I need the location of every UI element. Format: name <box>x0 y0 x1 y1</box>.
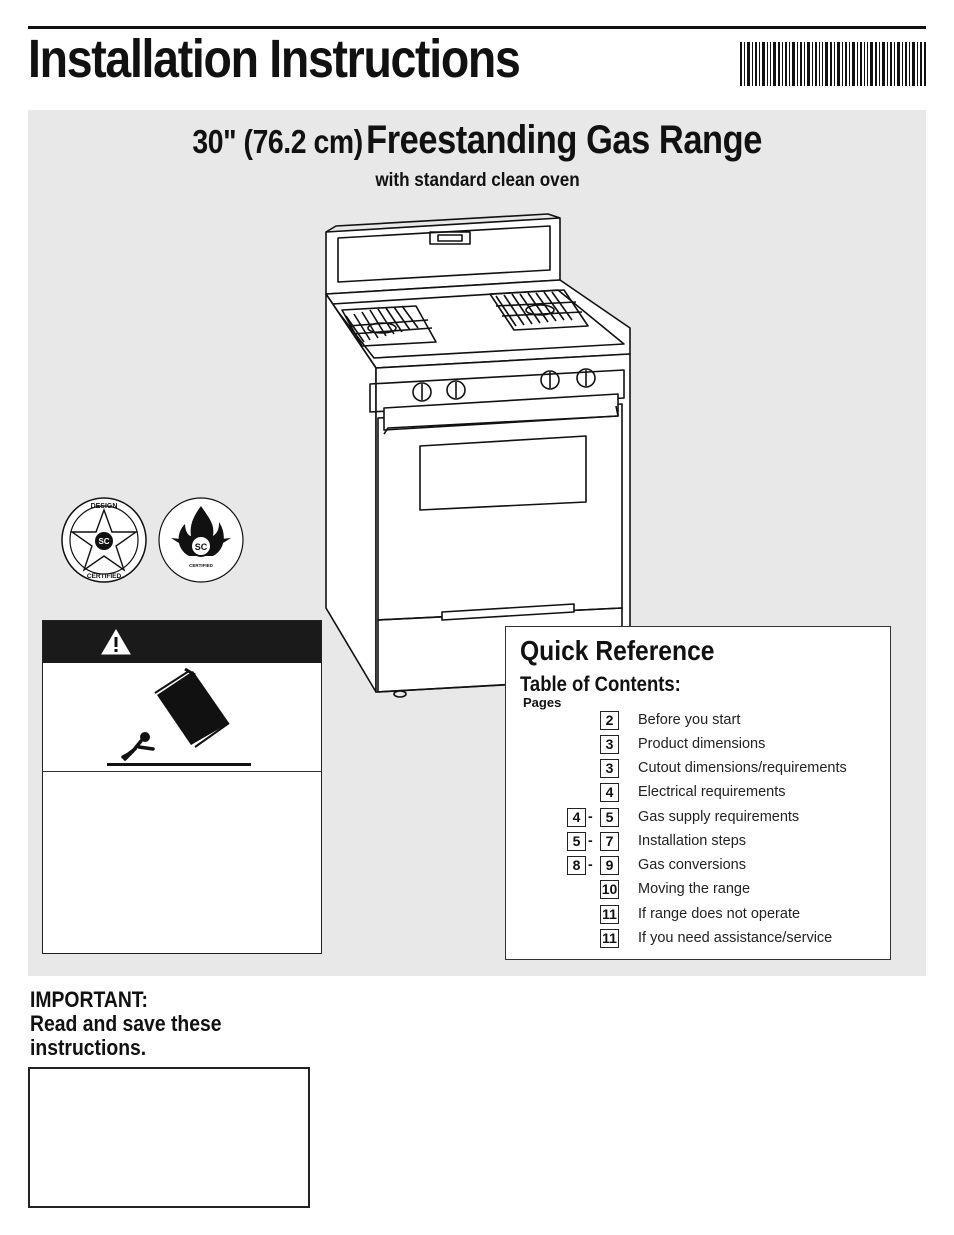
toc-entry[interactable] <box>506 905 890 927</box>
toc-entry-label: Installation steps <box>638 833 747 849</box>
quick-reference-box <box>505 626 891 960</box>
design-top-text: DESIGN <box>90 503 118 510</box>
toc-entry-label: Gas supply requirements <box>638 809 800 825</box>
warning-header-bar <box>43 621 321 663</box>
range-cooktop <box>326 280 630 368</box>
page-number: 3 <box>600 735 619 754</box>
toc-entry[interactable] <box>506 711 890 733</box>
product-detail: with standard clean oven <box>374 170 580 191</box>
product-dimension: 30" (76.2 cm) <box>192 123 363 160</box>
product-heading <box>0 118 954 163</box>
important-line-2: Read and save these <box>30 1011 222 1036</box>
toc-entry[interactable] <box>506 808 890 830</box>
warning-triangle-icon <box>101 629 131 655</box>
important-line-3: instructions. <box>30 1035 147 1060</box>
toc-title: Table of Contents: <box>520 673 681 696</box>
toc-entry-label: Moving the range <box>638 881 751 897</box>
page-start-number: 8 <box>567 856 586 875</box>
page-range-dash: - <box>588 808 593 824</box>
page-number: 4 <box>600 783 619 802</box>
important-notice <box>30 988 222 1060</box>
toc-entry[interactable] <box>506 832 890 854</box>
page-start-number: 4 <box>567 808 586 827</box>
toc-entry[interactable] <box>506 759 890 781</box>
toc-entry-label: Electrical requirements <box>638 784 786 800</box>
toc-entry-label: Before you start <box>638 712 741 728</box>
toc-entry[interactable] <box>506 735 890 757</box>
design-certified-star-icon <box>60 496 148 584</box>
installer-note-box <box>28 1067 310 1208</box>
toc-entry[interactable] <box>506 856 890 878</box>
flame-mark: SC <box>194 542 208 552</box>
toc-entry[interactable] <box>506 783 890 805</box>
toc-entry-label: Cutout dimensions/requirements <box>638 760 847 776</box>
warning-divider <box>43 771 321 772</box>
page-number: 11 <box>600 905 619 924</box>
page-number: 9 <box>600 856 619 875</box>
page-title: Installation Instructions <box>28 29 520 89</box>
page-range-dash: - <box>588 832 593 848</box>
page-number: 10 <box>601 881 618 897</box>
tip-over-hazard-icon <box>103 667 253 771</box>
design-bottom-text: CERTIFIED <box>86 573 122 580</box>
tip-over-warning-box <box>42 620 322 954</box>
toc-entry[interactable] <box>506 880 890 902</box>
important-heading: IMPORTANT: <box>30 987 148 1012</box>
page-range-dash: - <box>588 856 593 872</box>
toc-entry[interactable] <box>506 929 890 951</box>
page-number: 2 <box>600 711 619 730</box>
page-number: 5 <box>600 808 619 827</box>
pages-label: Pages <box>523 695 562 710</box>
flame-bottom-text: CERTIFIED <box>189 563 213 568</box>
flame-certified-icon <box>157 496 245 584</box>
page-start-number: 5 <box>567 832 586 851</box>
toc-entry-label: If range does not operate <box>638 906 801 922</box>
design-mark: SC <box>98 537 110 546</box>
page-number: 11 <box>600 929 619 948</box>
toc-entry-label: If you need assistance/service <box>638 930 833 946</box>
product-subheading <box>0 170 954 192</box>
barcode-icon <box>740 42 926 86</box>
quick-reference-title: Quick Reference <box>520 635 715 666</box>
page-number: 7 <box>600 832 619 851</box>
product-name: Freestanding Gas Range <box>365 118 762 162</box>
page-number: 3 <box>600 759 619 778</box>
toc-entry-label: Gas conversions <box>638 857 746 873</box>
toc-entry-label: Product dimensions <box>638 736 766 752</box>
